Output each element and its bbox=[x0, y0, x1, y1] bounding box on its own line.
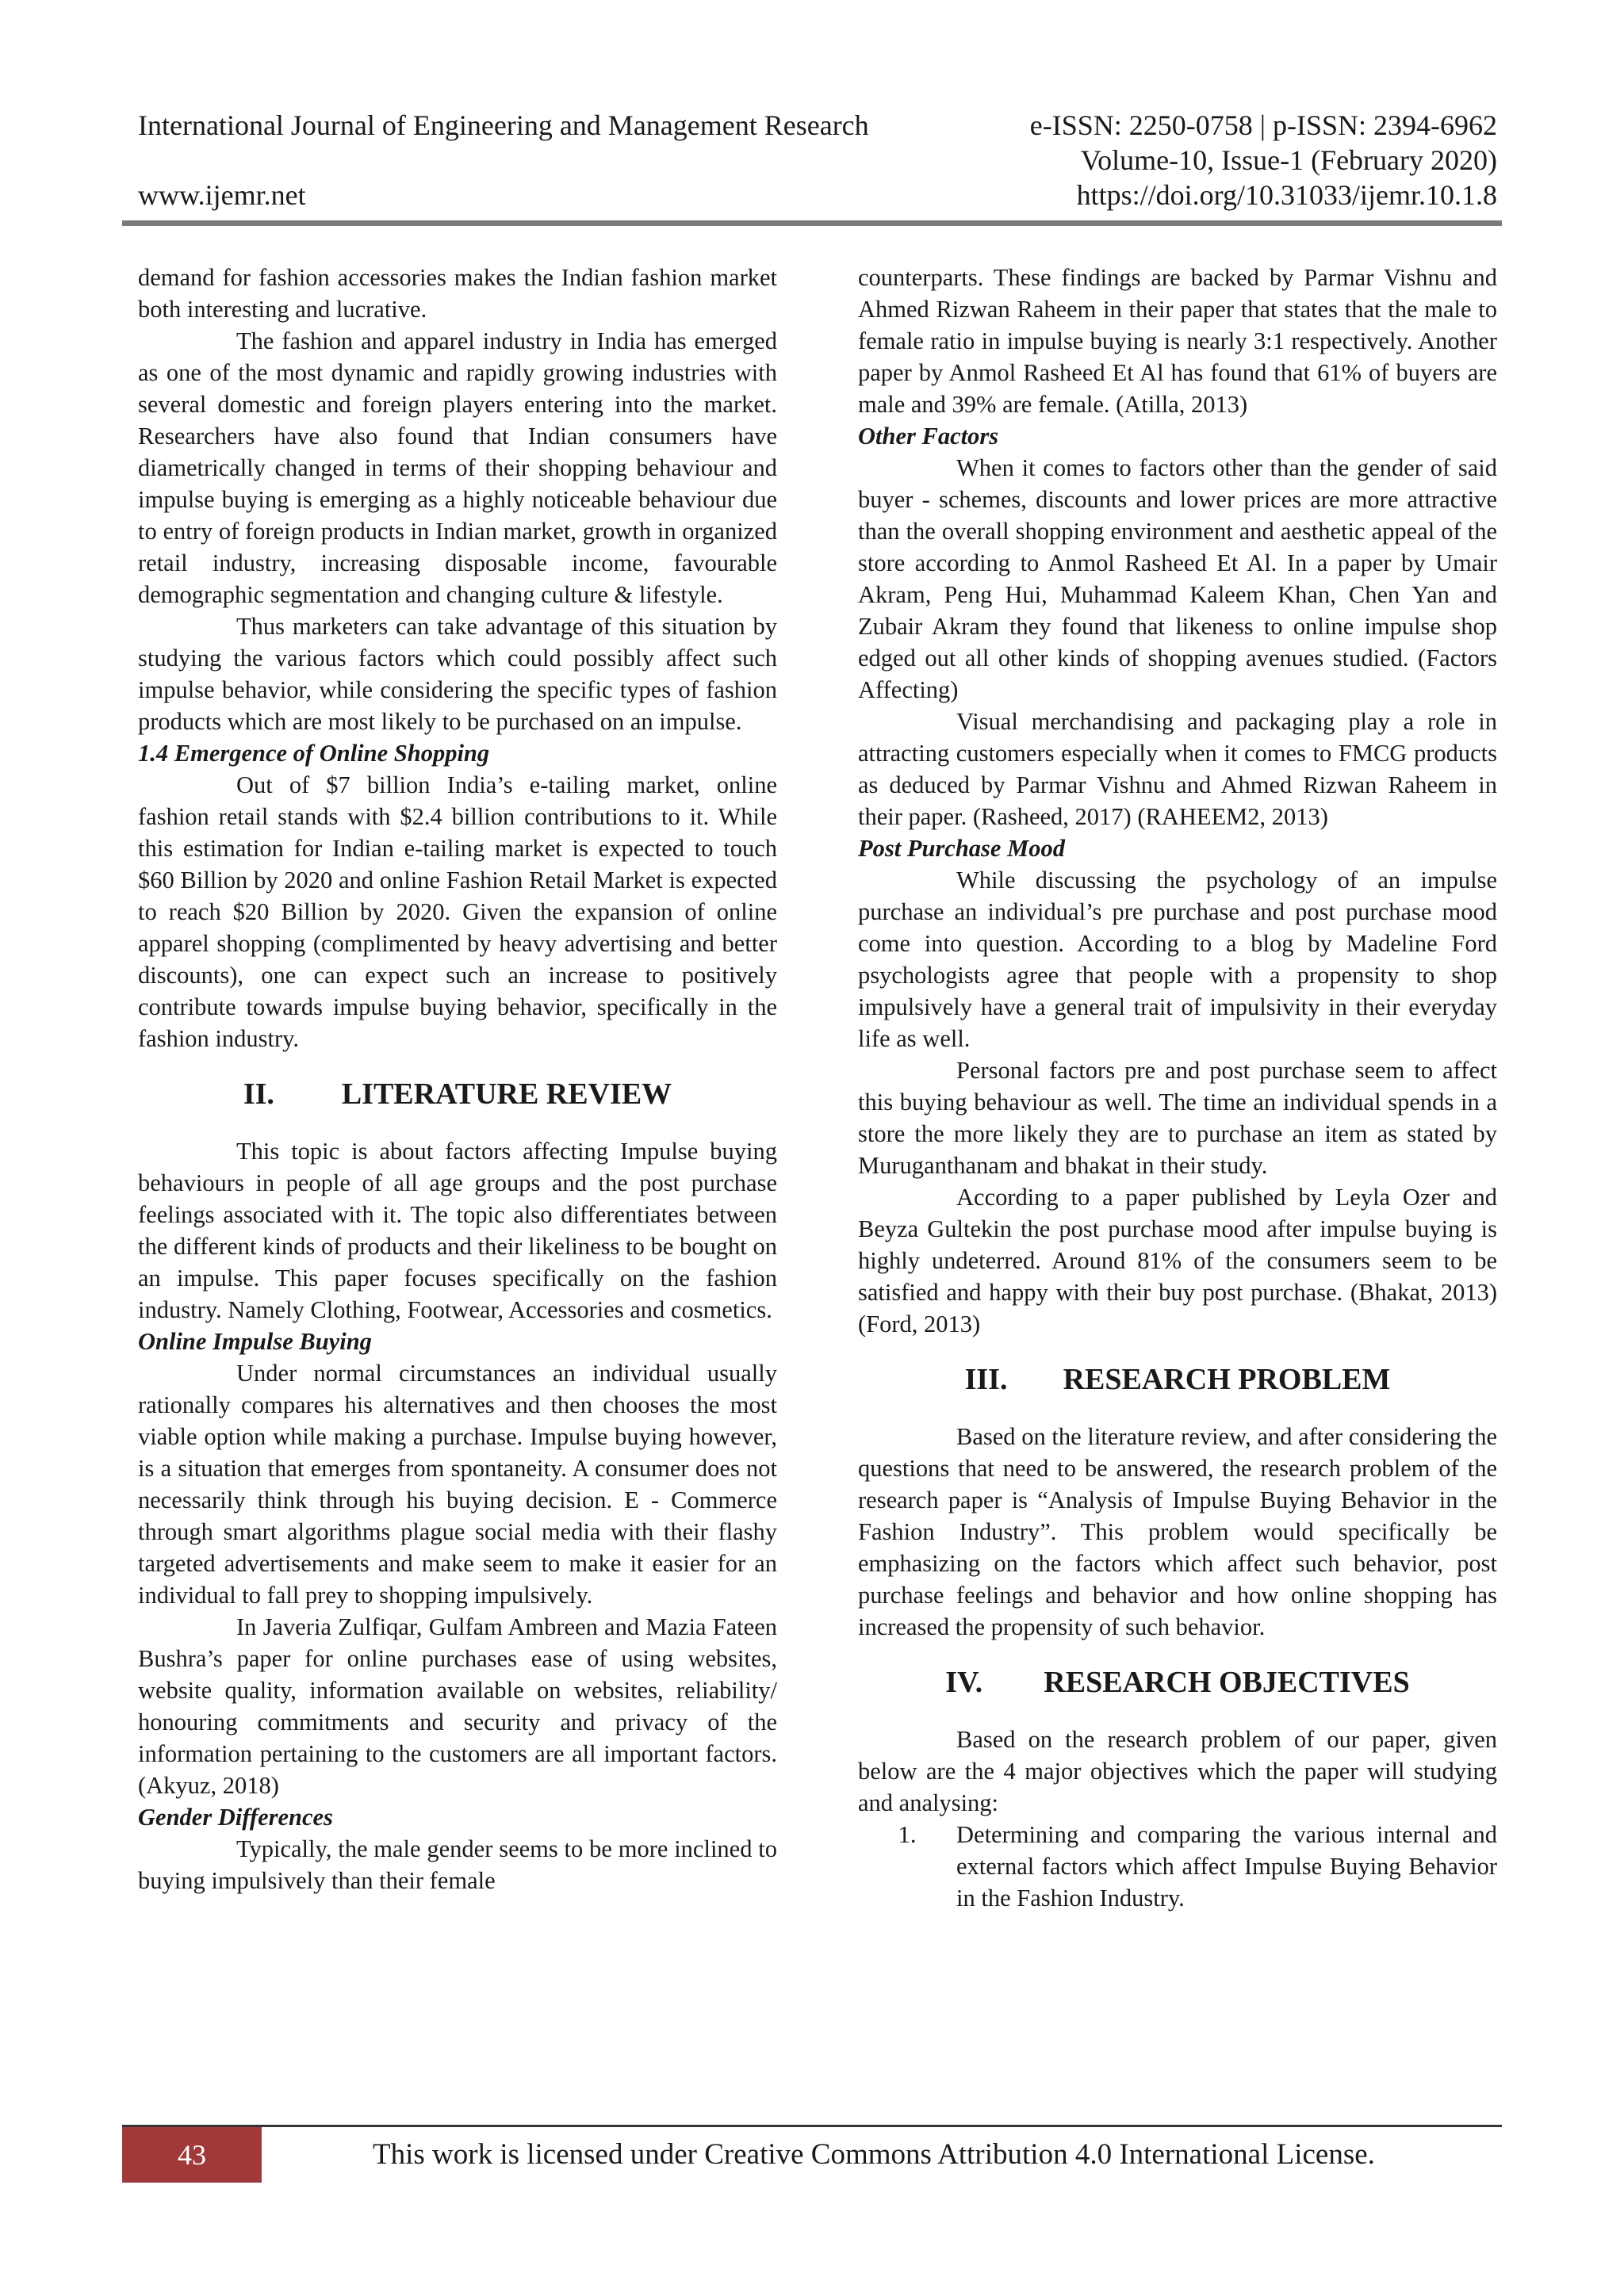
paragraph: The fashion and apparel industry in India has emerged as one of the most dynamic and rapidly growing industries with several domestic and foreign players entering into the market. Researchers have also found that Indian consumers have diametrically changed in terms of their shopping behaviour and impulse buying is emerging as a highly noticeable behaviour due to entry of foreign products in Indian market, growth in organized retail industry, increasing disposable income, favourable demographic segmentation and changing culture & lifestyle. bbox=[138, 327, 777, 608]
doi-link[interactable]: https://doi.org/10.31033/ijemr.10.1.8 bbox=[1076, 179, 1497, 211]
list-item-number: 1. bbox=[898, 1821, 917, 1848]
paragraph: According to a paper published by Leyla Ozer and Beyza Gultekin the post purchase mood after impulse buying is highly undeterred. Around 81% of the consumers seem to be satisfied and happy with their buy post purchase. (Bhakat, 2013) (Ford, 2013) bbox=[858, 1184, 1497, 1337]
volume-issue: Volume-10, Issue-1 (February 2020) bbox=[1080, 144, 1497, 176]
page-number-badge: 43 bbox=[122, 2127, 262, 2183]
paragraph: Thus marketers can take advantage of this situation by studying the various factors which could possibly affect such impulse behavior, while considering the specific types of fashion products which are most likely to be purchased on an impulse. bbox=[138, 613, 777, 735]
objectives-list bbox=[858, 1819, 1497, 1914]
subsection-heading: 1.4 Emergence of Online Shopping bbox=[138, 740, 490, 767]
section-heading-research-objectives bbox=[858, 1665, 1497, 1700]
section-title: RESEARCH OBJECTIVES bbox=[1044, 1666, 1410, 1699]
paragraph: Under normal circumstances an individual usually rationally compares his alternatives and then chooses the most viable option while making a purchase. Impulse buying however, is a situation that emerges from spontaneity. A consumer does not necessarily think through his buying decision. E - Commerce through smart algorithms plague social media with their flashy targeted advertisements and make seem to make it easier for an individual to fall prey to shopping impulsively. bbox=[138, 1360, 777, 1609]
journal-website-link[interactable]: www.ijemr.net bbox=[138, 179, 306, 211]
list-item bbox=[858, 1819, 1497, 1914]
paragraph: counterparts. These findings are backed by Parmar Vishnu and Ahmed Rizwan Raheem in their paper that states that the male to female ratio in impulse buying is nearly 3:1 respectively. Another paper by Anmol Rasheed Et Al has found that 61% of buyers are male and 39% are female. (Atilla, 2013) bbox=[858, 264, 1497, 418]
right-column bbox=[858, 262, 1497, 1914]
section-number: III. bbox=[964, 1363, 1008, 1396]
paragraph: Based on the research problem of our paper, given below are the 4 major objectives which the paper will studying and analysing: bbox=[858, 1726, 1497, 1816]
footer-divider bbox=[122, 2125, 1502, 2127]
section-number: II. bbox=[243, 1077, 274, 1111]
paragraph: Visual merchandising and packaging play a role in attracting customers especially when it comes to FMCG products as deduced by Parmar Vishnu and Ahmed Rizwan Raheem in their paper. (Rasheed, 2017) (RAHEEM2, 2013) bbox=[858, 708, 1497, 830]
subsection-heading: Other Factors bbox=[858, 423, 999, 450]
paragraph: Based on the literature review, and after considering the questions that need to be answered, the research problem of the research paper is “Analysis of Impulse Buying Behavior in the Fashion Industry”. This problem would specifically be emphasizing on the factors which affect such behavior, post purchase feelings and behavior and how online shopping has increased the propensity of such behavior. bbox=[858, 1423, 1497, 1640]
paragraph: In Javeria Zulfiqar, Gulfam Ambreen and Mazia Fateen Bushra’s paper for online purchases ease of using websites, website quality, information available on websites, reliability/ honouring commitments and security and privacy of the information pertaining to the customers are all important factors. (Akyuz, 2018) bbox=[138, 1613, 777, 1799]
list-item-text: Determining and comparing the various internal and external factors which affect Impulse Buying Behavior in the Fashion Industry. bbox=[956, 1821, 1497, 1911]
section-title: RESEARCH PROBLEM bbox=[1063, 1363, 1391, 1396]
section-heading-research-problem bbox=[858, 1362, 1497, 1397]
section-heading-literature-review bbox=[138, 1077, 777, 1112]
license-notice: This work is licensed under Creative Commons Attribution 4.0 International License. bbox=[373, 2138, 1375, 2171]
left-column bbox=[138, 262, 777, 1896]
journal-title: International Journal of Engineering and Management Research bbox=[138, 109, 869, 141]
subsection-heading: Online Impulse Buying bbox=[138, 1328, 372, 1355]
subsection-heading: Post Purchase Mood bbox=[858, 835, 1065, 862]
issn-line: e-ISSN: 2250-0758 | p-ISSN: 2394-6962 bbox=[1029, 109, 1497, 141]
paragraph: demand for fashion accessories makes the Indian fashion market both interesting and lucrative. bbox=[138, 264, 777, 323]
subsection-heading: Gender Differences bbox=[138, 1804, 333, 1831]
header-divider bbox=[122, 220, 1502, 226]
paragraph: While discussing the psychology of an impulse purchase an individual’s pre purchase and post purchase mood come into question. According to a blog by Madeline Ford psychologists agree that people with a propensity to shop impulsively have a general trait of impulsivity in their everyday life as well. bbox=[858, 867, 1497, 1052]
paragraph: When it comes to factors other than the gender of said buyer - schemes, discounts and lower prices are more attractive than the overall shopping environment and aesthetic appeal of the store according to Anmol Rasheed Et Al. In a paper by Umair Akram, Peng Hui, Muhammad Kaleem Khan, Chen Yan and Zubair Akram they found that likeness to online impulse shop edged out all other kinds of shopping avenues studied. (Factors Affecting) bbox=[858, 454, 1497, 703]
paragraph: Out of $7 billion India’s e-tailing market, online fashion retail stands with $2.4 billion contributions to it. While this estimation for Indian e-tailing market is expected to touch $60 Billion by 2020 and online Fashion Retail Market is expected to reach $20 Billion by 2020. Given the expansion of online apparel shopping (complimented by heavy advertising and better discounts), one can expect such an increase to positively contribute towards impulse buying behavior, specifically in the fashion industry. bbox=[138, 771, 777, 1052]
section-number: IV. bbox=[945, 1666, 983, 1699]
paragraph: Typically, the male gender seems to be more inclined to buying impulsively than their female bbox=[138, 1835, 777, 1894]
paragraph: This topic is about factors affecting Impulse buying behaviours in people of all age groups and the post purchase feelings associated with it. The topic also differentiates between the different kinds of products and their likeliness to be bought on an impulse. This paper focuses specifically on the fashion industry. Namely Clothing, Footwear, Accessories and cosmetics. bbox=[138, 1138, 777, 1323]
paragraph: Personal factors pre and post purchase seem to affect this buying behaviour as well. The time an individual spends in a store the more likely they are to purchase an item as stated by Muruganthanam and bhakat in their study. bbox=[858, 1057, 1497, 1179]
section-title: LITERATURE REVIEW bbox=[341, 1077, 672, 1111]
